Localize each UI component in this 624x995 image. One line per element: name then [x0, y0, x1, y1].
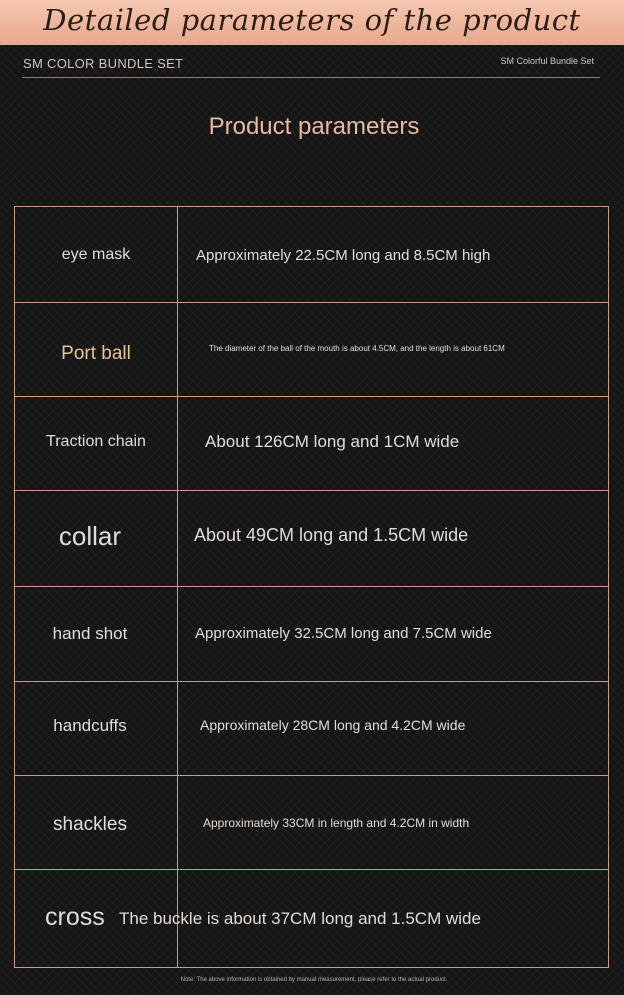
param-name-handcuffs: handcuffs — [53, 716, 127, 735]
param-name-cross: cross — [45, 903, 105, 931]
param-value-eye-mask: Approximately 22.5CM long and 8.5CM high — [196, 247, 491, 264]
page-title: Product parameters — [208, 113, 420, 140]
header-banner — [0, 0, 624, 45]
param-value-shackles: Approximately 33CM in length and 4.2CM in width — [203, 816, 470, 830]
param-name-eye-mask: eye mask — [61, 246, 131, 263]
divider — [22, 77, 600, 78]
param-value-hand-shot: Approximately 32.5CM long and 7.5CM wide — [195, 625, 492, 642]
subheader-left: SM COLOR BUNDLE SET — [23, 56, 184, 71]
column-divider — [177, 207, 178, 967]
row-divider — [15, 775, 608, 776]
row-divider — [15, 490, 608, 491]
footnote: Note: The above information is obtained by manual measurement, please refer to the actual product. — [180, 977, 448, 983]
banner-title: Detailed parameters of the product — [43, 3, 581, 37]
param-value-collar: About 49CM long and 1.5CM wide — [194, 525, 469, 545]
param-name-shackles: shackles — [53, 814, 127, 835]
param-value-traction-chain: About 126CM long and 1CM wide — [205, 432, 460, 451]
param-name-hand-shot: hand shot — [52, 624, 128, 643]
subheader-right: SM Colorful Bundle Set — [500, 56, 594, 66]
param-name-port-ball: Port ball — [61, 343, 131, 364]
param-value-port-ball: The diameter of the ball of the mouth is about 4.5CM, and the length is about 61CM — [209, 344, 505, 353]
parameters-table — [14, 206, 609, 968]
param-name-traction-chain: Traction chain — [46, 433, 146, 450]
param-value-cross: The buckle is about 37CM long and 1.5CM wide — [119, 909, 481, 928]
row-divider — [15, 396, 608, 397]
param-value-handcuffs: Approximately 28CM long and 4.2CM wide — [200, 717, 466, 733]
row-divider — [15, 586, 608, 587]
row-divider — [15, 302, 608, 303]
row-divider — [15, 869, 608, 870]
row-divider — [15, 681, 608, 682]
param-name-collar: collar — [58, 521, 122, 551]
